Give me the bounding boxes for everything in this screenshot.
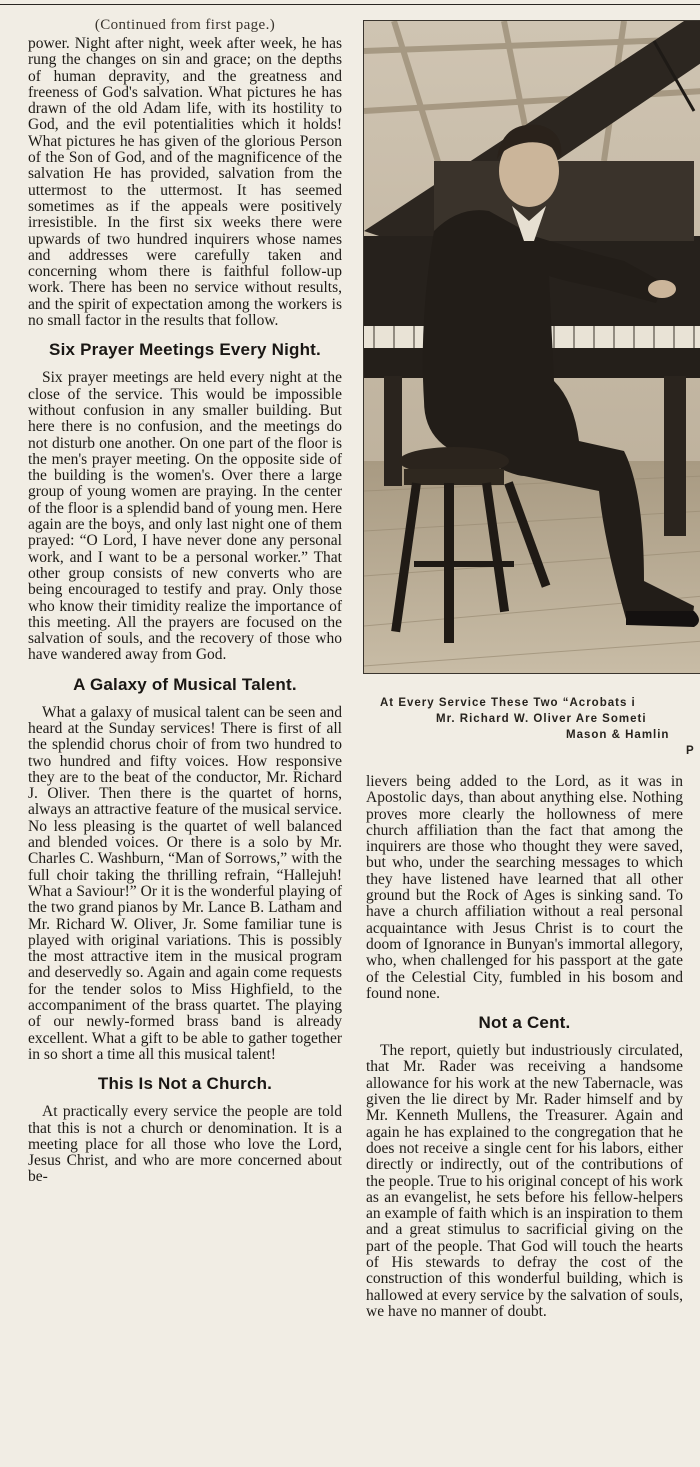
caption-line: P <box>686 745 695 757</box>
caption-line: At Every Service These Two “Acrobats i <box>380 697 636 709</box>
caption-line: Mr. Richard W. Oliver Are Someti <box>436 713 647 725</box>
caption-line: Mason & Hamlin <box>566 729 670 741</box>
right-column <box>366 774 683 1320</box>
church-continuation-paragraph: lievers being added to the Lord, as it was in Apostolic days, than about anything else. Nothing proves more clearly the hollowness of mere church affiliation than the fact that among the inquirers are those who thought they were saved, but who, under the searching messages to which they have listened have learned that all other ground but the Rock of Ages is sinking sand. To have a church affiliation without a real personal acquaintance with Jesus Christ is to court the doom of Ignorance in Bunyan's immortal allegory, who, when challenged for his passport at the gate of the Celestial City, fumbled in his bosom and found none. <box>366 773 683 1002</box>
heading-not-a-cent: Not a Cent. <box>478 1013 571 1033</box>
heading-prayer-meetings: Six Prayer Meetings Every Night. <box>49 340 321 360</box>
not-a-cent-paragraph: The report, quietly but industriously circulated, that Mr. Rader was receiving a handsome allowance for his work at the new Tabernacle, was given the lie direct by Mr. Rader himself and by Mr. Kenneth Mullens, the Treasurer. Again and again he has explained to the congregation that he does not receive a single cent for his labors, either directly or indirectly, out of the contributions of the people. True to his original concept of his work as an evangelist, he sets before his fellow-helpers an example of faith which is an inspiration to them and a great stimulus to sacrificial giving on the part of the people. That God will touch the hearts of His stewards to defray the cost of the construction of this wonderful building, which is hallowed at every service by the salvation of souls, we have no manner of doubt. <box>366 1042 683 1320</box>
left-column <box>28 16 342 1186</box>
continued-note: (Continued from first page.) <box>94 17 276 33</box>
heading-not-a-church: This Is Not a Church. <box>97 1074 273 1094</box>
prayer-meetings-paragraph: Six prayer meetings are held every night at the close of the service. This would be impossible without confusion in any smaller building. But here there is no confusion, and the meetings do not disturb one another. On one part of the floor is the men's prayer meeting. On the opposite side of the building is the women's. Over there a large group of young women are praying. In the center of the floor is a splendid band of young men. Here again are the boys, and only last night one of them prayed: “O Lord, I have never done any personal work, and I want to be a personal worker.” That other group consists of new converts who are being encouraged to testify and pray. Only those who know their timidity realize the importance of this meeting. All the prayers are focused on the salvation of souls, and the recovery of those who have wandered away from God. <box>28 369 342 664</box>
intro-paragraph: power. Night after night, week after week, he has rung the changes on sin and grace; on the depths of human depravity, and the greatness and freeness of God's salvation. What pictures he has drawn of the old Adam life, with its hostility to God, and the evil potentialities which it holds! What pictures he has given of the glorious Person of the Son of God, and of the magnificence of the salvation He has provided, salvation from the uttermost to the uttermost. It has seemed sometimes as if the appeals were positively irresistible. In the first six weeks there were upwards of two hundred inquirers whose names and addresses were carefully taken and concerning whom there is faithful follow-up work. There has been no service without results, and the spirit of expectation among the workers is no small factor in the results that follow. <box>28 35 342 330</box>
not-a-church-paragraph: At practically every service the people are told that this is not a church or denomination. It is a meeting place for all those who love the Lord, Jesus Christ, and who are more concerned about be- <box>28 1103 342 1186</box>
photo-caption <box>366 695 700 759</box>
top-rule <box>0 4 700 5</box>
musical-talent-paragraph: What a galaxy of musical talent can be seen and heard at the Sunday services! There is first of all the splendid chorus choir of from two hundred to two hundred and fifty voices. How responsive they are to the beat of the conductor, Mr. Richard J. Oliver. Then there is the quartet of horns, always an attractive feature of the musical service. No less pleasing is the quartet of well balanced and blended voices. Or there is a solo by Mr. Charles C. Washburn, “Man of Sorrows,” with the full choir taking the thrilling refrain, “Hallejuh! What a Saviour!” Or it is the wonderful playing of the two grand pianos by Mr. Lance B. Latham and Mr. Richard W. Oliver, Jr. Some familiar tune is played with original variations. This is possibly the most attractive item in the musical program and deservedly so. Again and again come requests for the tender solos to Miss Highfield, to the accompaniment of the brass quartet. The playing of our newly-formed brass band is already excellent. What a gift to be able to gather together in so short a time all this musical talent! <box>28 703 342 1063</box>
pianist-photo <box>363 20 700 674</box>
heading-musical-talent: A Galaxy of Musical Talent. <box>73 674 297 694</box>
